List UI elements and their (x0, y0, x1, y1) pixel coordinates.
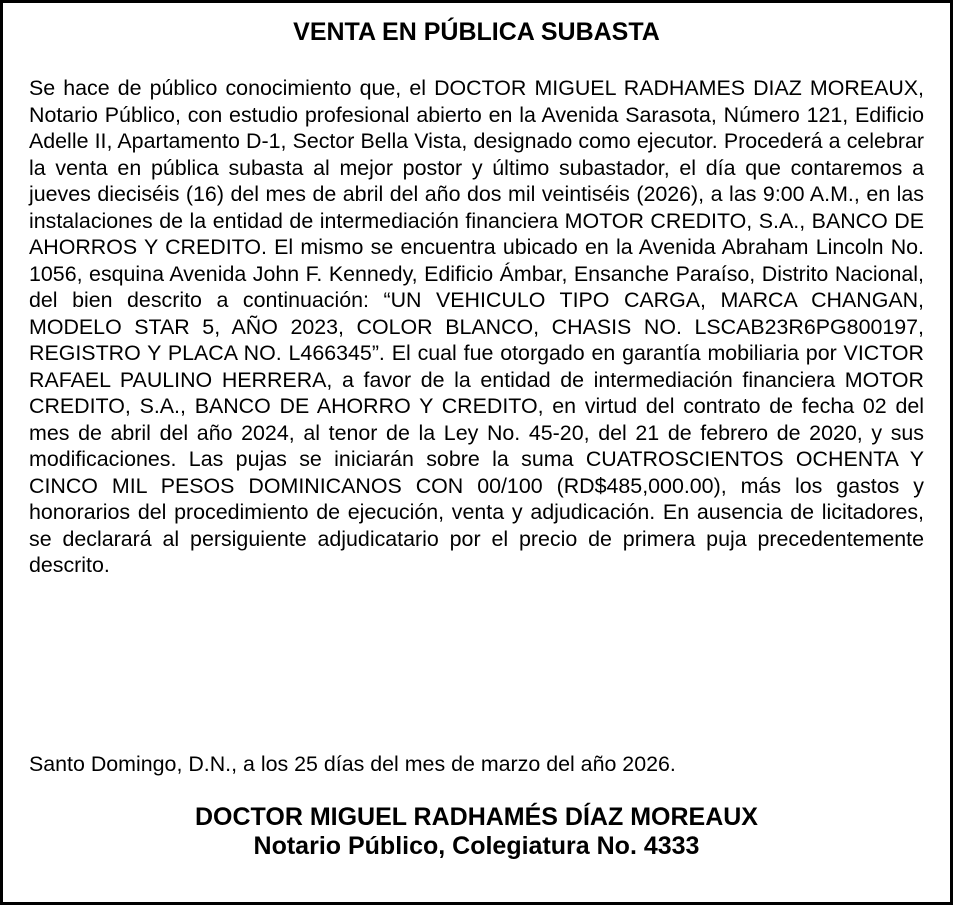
notice-title: VENTA EN PÚBLICA SUBASTA (293, 18, 660, 46)
signature-name: DOCTOR MIGUEL RADHAMÉS DÍAZ MOREAUX (195, 803, 758, 831)
notice-body: Se hace de público conocimiento que, el DOCTOR MIGUEL RADHAMES DIAZ MOREAUX, Notario Público, con estudio profesional abierto en la Avenida Sarasota, Número 121, Edificio Adelle II, Apartamento D-1, Sector Bella Vista, designado como ejecutor. Procederá a celebrar la venta en pública subasta al mejor postor y último subastador, el día que contaremos a jueves dieciséis (16) del mes de abril del año dos mil veintiséis (2026), a las 9:00 A.M., en las instalaciones de la entidad de intermediación financiera MOTOR CREDITO, S.A., BANCO DE AHORROS Y CREDITO. El mismo se encuentra ubicado en la Avenida Abraham Lincoln No. 1056, esquina Avenida John F. Kennedy, Edificio Ámbar, Ensanche Paraíso, Distrito Nacional, del bien descrito a continuación: “UN VEHICULO TIPO CARGA, MARCA CHANGAN, MODELO STAR 5, AÑO 2023, COLOR BLANCO, CHASIS NO. LSCAB23R6PG800197, REGISTRO Y PLACA NO. L466345”. El cual fue otorgado en garantía mobiliaria por VICTOR RAFAEL PAULINO HERRERA, a favor de la entidad de intermediación financiera MOTOR CREDITO, S.A., BANCO DE AHORRO Y CREDITO, en virtud del contrato de fecha 02 del mes de abril del año 2024, al tenor de la Ley No. 45-20, del 21 de febrero de 2020, y sus modificaciones. Las pujas se iniciarán sobre la suma CUATROSCIENTOS OCHENTA Y CINCO MIL PESOS DOMINICANOS CON 00/100 (RD$485,000.00), más los gastos y honorarios del procedimiento de ejecución, venta y adjudicación. En ausencia de licitadores, se declarará al persiguiente adjudicatario por el precio de primera puja precedentemente descrito. (29, 76, 924, 577)
signature-block (3, 803, 950, 861)
notice-place-date: Santo Domingo, D.N., a los 25 días del mes de marzo del año 2026. (29, 752, 676, 776)
signature-title: Notario Público, Colegiatura No. 4333 (253, 832, 700, 860)
